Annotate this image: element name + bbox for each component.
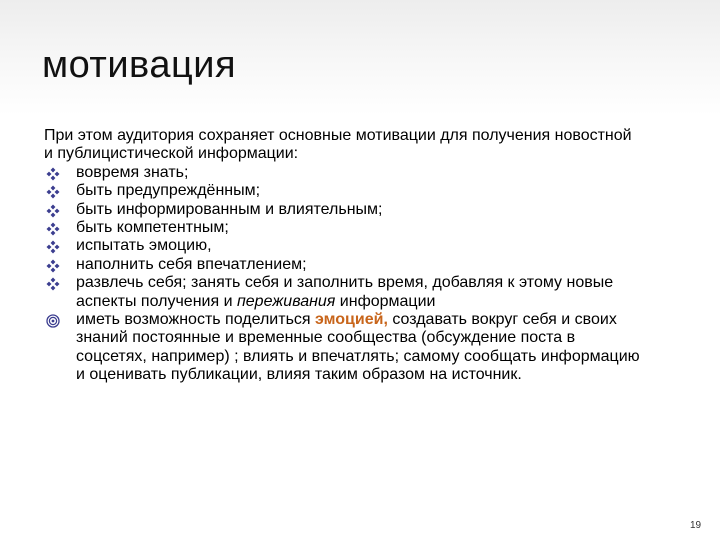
- highlighted-word: эмоцией,: [315, 311, 388, 329]
- list-item-text: создавать вокруг себя и своих знаний постоянные и временные сообщества (обсуждение поста в соцсетях, например) ; влиять и впечатлять; самому сообщать информацию и оценивать публикации, влияя таким образом на источник.: [76, 311, 640, 384]
- intro-paragraph: При этом аудитория сохраняет основные мотивации для получения новостной и публицистической информации:: [44, 127, 632, 163]
- list-item: [44, 256, 644, 274]
- diamond-bullet-icon: [46, 259, 60, 273]
- list-item-text: быть предупреждённым;: [76, 182, 261, 200]
- slide-title: мотивация: [42, 44, 237, 86]
- list-item: [44, 164, 644, 182]
- list-item: [44, 201, 644, 219]
- list-item: [44, 311, 644, 385]
- list-item-text: быть компетентным;: [76, 219, 229, 237]
- diamond-bullet-icon: [46, 277, 60, 291]
- list-item-text: быть информированным и влиятельным;: [76, 200, 383, 218]
- list-item-text: развлечь себя; занять себя и заполнить время, добавляя к этому новые аспекты получения и: [76, 274, 614, 310]
- page-number: 19: [690, 520, 702, 531]
- list-item: [44, 237, 644, 255]
- diamond-bullet-icon: [46, 204, 60, 218]
- list-item-text: иметь возможность поделиться: [76, 311, 316, 329]
- diamond-bullet-icon: [46, 240, 60, 254]
- list-item-text: испытать эмоцию,: [76, 237, 212, 255]
- slide-body: [44, 127, 644, 385]
- diamond-bullet-icon: [46, 222, 60, 236]
- list-item: [44, 219, 644, 237]
- list-item: [44, 274, 644, 311]
- target-bullet-icon: [46, 314, 60, 328]
- motivation-list: [44, 164, 644, 385]
- list-item-text: наполнить себя впечатлением;: [76, 255, 307, 273]
- list-item-italic-text: переживания: [236, 292, 336, 310]
- list-item-text: вовремя знать;: [76, 163, 189, 181]
- diamond-bullet-icon: [46, 185, 60, 199]
- list-item-text: информации: [335, 292, 436, 310]
- diamond-bullet-icon: [46, 167, 60, 181]
- list-item: [44, 182, 644, 200]
